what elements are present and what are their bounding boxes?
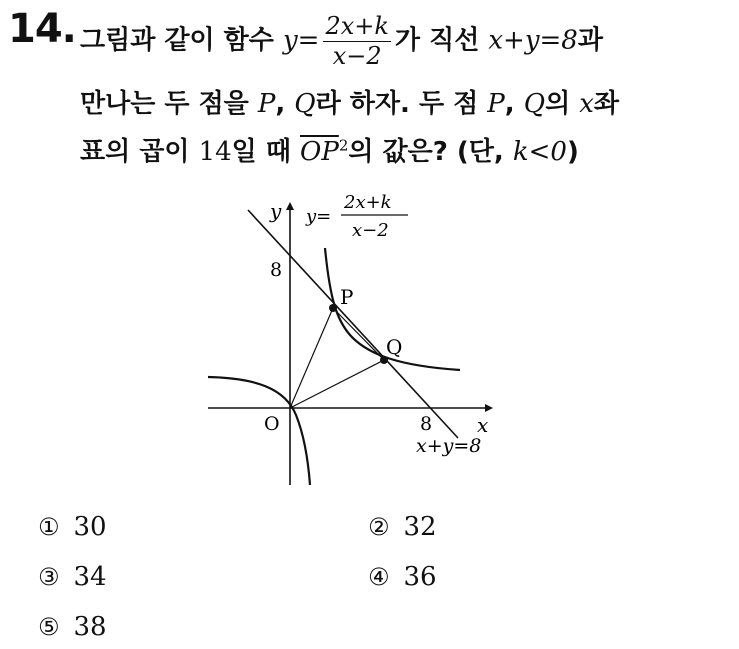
question-text: 과: [577, 25, 603, 56]
question-text: 그림과 같이 함수: [80, 25, 283, 56]
question-text: 표의 곱이: [80, 137, 199, 167]
figure-fn-numerator: 2x+k: [344, 192, 392, 213]
choice-2[interactable]: [368, 512, 437, 542]
function-lhs: y=: [282, 25, 320, 56]
question-text: 의: [545, 89, 580, 119]
line-x-plus-y-8: [248, 210, 458, 438]
question-text: ,: [504, 89, 524, 119]
function-numerator: 2x+k: [325, 12, 389, 40]
y-axis-label: y: [270, 199, 282, 223]
condition: k<0: [512, 137, 567, 167]
segment-op: [290, 308, 333, 408]
choice-marker: ①: [38, 513, 60, 541]
point-q: Q: [523, 89, 546, 119]
point-p: P: [257, 89, 276, 119]
choice-5[interactable]: [38, 612, 107, 642]
choice-marker: ④: [368, 563, 390, 591]
question-text: 라 하자. 두 점: [315, 89, 488, 119]
question-line-1: [80, 12, 603, 70]
question-text: ,: [275, 89, 295, 119]
graph-figure: [200, 190, 500, 490]
x-intercept-label: 8: [420, 413, 433, 435]
choice-value: 38: [73, 612, 107, 642]
question-text: 가 직선: [394, 25, 489, 56]
choice-1[interactable]: [38, 512, 107, 542]
question-text: 의 값은? (단,: [348, 137, 513, 167]
choice-value: 30: [73, 512, 107, 542]
y-axis-arrow: [286, 202, 294, 210]
choice-value: 32: [403, 512, 437, 542]
segment-pq: [333, 308, 384, 360]
question-text: 만나는 두 점을: [80, 89, 258, 119]
point-p: P: [487, 89, 505, 119]
line-equation: x+y=8: [488, 25, 578, 56]
question-text: 좌: [593, 89, 620, 119]
point-p-label: P: [340, 285, 354, 309]
segment-op: $\overline{OP}$: [300, 137, 339, 167]
question-line-2: [80, 83, 619, 120]
exponent: 2: [338, 136, 349, 155]
choice-value: 34: [73, 562, 107, 592]
question-number: 14.: [8, 6, 76, 52]
question-text: ): [566, 137, 579, 167]
segment-oq: [290, 360, 384, 408]
variable-x: x: [579, 89, 594, 119]
figure-line-label: x+y=8: [416, 435, 482, 457]
function-denominator: x−2: [332, 42, 382, 70]
choice-marker: ③: [38, 563, 60, 591]
figure-fn-lhs: y=: [306, 206, 332, 227]
choice-marker: ②: [368, 513, 390, 541]
x-axis-label: x: [477, 413, 489, 437]
hyperbola-left-branch: [208, 377, 310, 485]
origin-label: O: [264, 413, 280, 435]
product-value: 14: [198, 137, 232, 167]
point-p-marker: [329, 304, 337, 312]
y-intercept-label: 8: [270, 259, 283, 281]
point-q-label: Q: [386, 335, 403, 359]
function-fraction: [323, 12, 390, 70]
point-q: Q: [294, 89, 316, 119]
choice-value: 36: [403, 562, 437, 592]
choice-3[interactable]: [38, 562, 107, 592]
choice-4[interactable]: [368, 562, 437, 592]
choice-marker: ⑤: [38, 613, 60, 641]
question-line-3: [80, 131, 579, 168]
question-text: 일 때: [231, 137, 301, 167]
x-axis-arrow: [485, 404, 493, 412]
figure-fn-denominator: x−2: [352, 220, 389, 241]
